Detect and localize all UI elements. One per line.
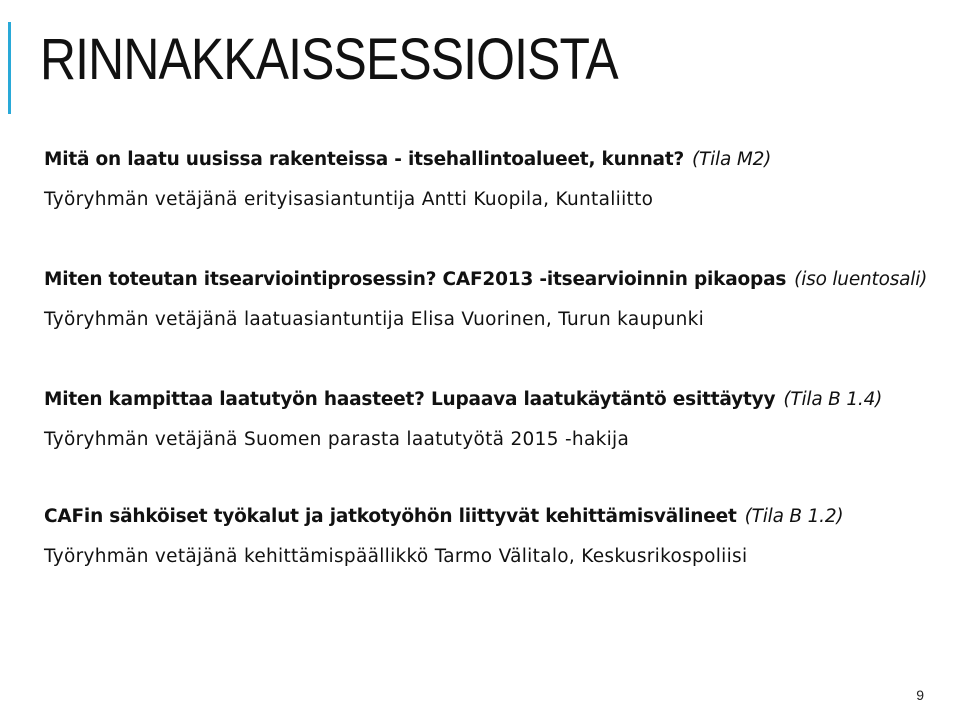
session-leader: Työryhmän vetäjänä erityisasiantuntija Antti Kuopila, Kuntaliitto <box>44 189 654 210</box>
session-heading <box>44 388 882 412</box>
session-4 <box>44 505 843 569</box>
session-heading <box>44 148 771 172</box>
session-location: (Tila B 1.4) <box>783 389 883 410</box>
session-leader: Työryhmän vetäjänä laatuasiantuntija Elisa Vuorinen, Turun kaupunki <box>44 309 705 330</box>
page-number: 9 <box>916 687 924 703</box>
session-location: (Tila M2) <box>692 149 772 170</box>
session-location: (iso luentosali) <box>794 269 928 290</box>
session-3 <box>44 388 882 452</box>
session-title: Miten kampittaa laatutyön haasteet? Lupaava laatukäytäntö esittäytyy <box>44 389 776 410</box>
session-1 <box>44 148 771 212</box>
session-2 <box>44 268 927 332</box>
session-title: Mitä on laatu uusissa rakenteissa - itsehallintoalueet, kunnat? <box>44 149 684 170</box>
slide-title: RINNAKKAISSESSIOISTA <box>40 27 618 92</box>
title-accent-bar <box>8 22 11 114</box>
session-leader: Työryhmän vetäjänä Suomen parasta laatutyötä 2015 -hakija <box>44 429 630 450</box>
session-location: (Tila B 1.2) <box>744 506 844 527</box>
session-heading <box>44 505 843 529</box>
session-title: CAFin sähköiset työkalut ja jatkotyöhön liittyvät kehittämisvälineet <box>44 506 737 527</box>
session-heading <box>44 268 927 292</box>
session-leader: Työryhmän vetäjänä kehittämispäällikkö Tarmo Välitalo, Keskusrikospoliisi <box>44 546 748 567</box>
session-title: Miten toteutan itsearviointiprosessin? CAF2013 -itsearvioinnin pikaopas <box>44 269 787 290</box>
